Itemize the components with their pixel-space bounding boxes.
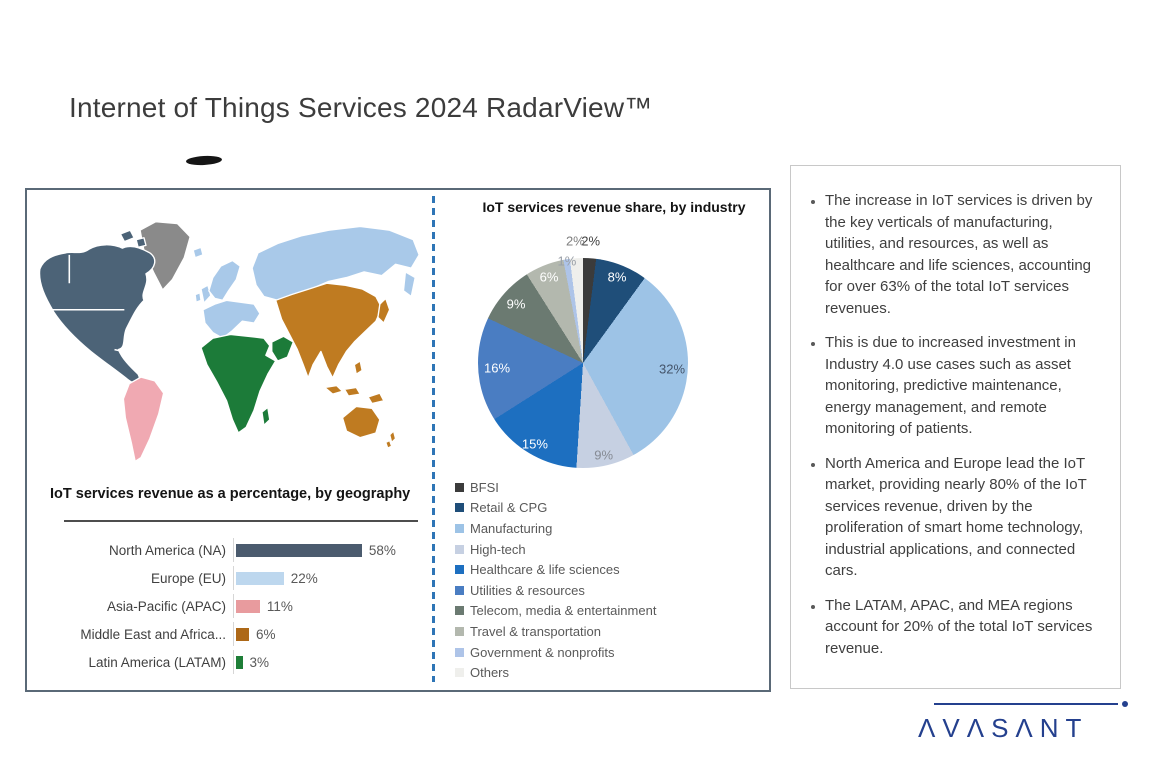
logo-line-row: [934, 701, 1128, 707]
logo-dot: [1122, 701, 1128, 707]
pie-slice-label: 2%: [565, 233, 585, 249]
map-region-madagascar: [262, 407, 270, 425]
insight-bullet: • The LATAM, APAC, and MEA regions account for 20% of the total IoT services revenue.: [825, 595, 1106, 660]
map-region-japan: [378, 298, 390, 323]
legend-item: [455, 642, 656, 663]
bar-category-label: Latin America (LATAM): [88, 654, 226, 670]
map-region-europe: [203, 300, 260, 338]
legend-swatch-icon: [455, 524, 464, 533]
insight-bullet: • The increase in IoT services is driven by the key verticals of manufacturing, utilities, and resources, as well as healthcare and life sciences, accounting for over 63% of the total IoT services revenues.: [825, 190, 1106, 319]
legend-swatch-icon: [455, 627, 464, 636]
pie-slice-label: 2%: [581, 233, 601, 249]
insight-bullet: • North America and Europe lead the IoT market, providing nearly 80% of the IoT services revenue, driven by the proliferation of smart home technology, industrial applications, and connected cars.: [825, 453, 1106, 582]
bar-row: [50, 620, 430, 648]
bar: [236, 628, 249, 641]
bar-row: [50, 592, 430, 620]
map-region-kamchatka: [403, 272, 415, 297]
cropped-artifact: [186, 155, 222, 166]
map-region-asia: [276, 283, 382, 378]
map-region-new-zealand: [386, 431, 396, 448]
bar-category-label: Europe (EU): [150, 570, 226, 586]
legend-item: [455, 498, 656, 519]
pie-slice-label: 9%: [506, 296, 526, 312]
bar-category-label: North America (NA): [108, 542, 226, 558]
bar: [236, 656, 243, 669]
pie-chart: [478, 258, 688, 468]
logo-text: ΛVΛSΛNT: [918, 713, 1089, 743]
industry-legend: [455, 477, 656, 683]
bar-track: [233, 622, 249, 646]
map-region-south-america: [123, 377, 163, 461]
bar-row: [50, 648, 430, 676]
geo-bar-chart: [50, 536, 430, 676]
bar-track: [233, 594, 260, 618]
bar-track: [233, 650, 243, 674]
pie-slice-label: 15%: [521, 436, 548, 452]
legend-swatch-icon: [455, 483, 464, 492]
bar-value-label: 11%: [266, 598, 293, 614]
legend-label: Utilities & resources: [470, 582, 585, 598]
logo-line: [934, 703, 1118, 705]
pie-slice-label: 32%: [659, 361, 686, 377]
legend-label: Travel & transportation: [470, 623, 602, 639]
legend-label: Telecom, media & entertainment: [470, 603, 657, 619]
bar: [236, 544, 362, 557]
legend-label: Manufacturing: [470, 520, 553, 536]
pie-slice-label: 6%: [539, 269, 559, 285]
legend-swatch-icon: [455, 606, 464, 615]
map-region-iceland: [193, 247, 203, 257]
legend-swatch-icon: [455, 565, 464, 574]
legend-label: Others: [470, 665, 510, 681]
bar-track: [233, 566, 284, 590]
bar-track: [233, 538, 362, 562]
legend-label: High-tech: [470, 541, 526, 557]
page-title: Internet of Things Services 2024 RadarView™: [69, 92, 653, 123]
insight-bullet: • This is due to increased investment in Industry 4.0 use cases such as asset monitoring, predictive maintenance, energy management, and remote monitoring of patients.: [825, 332, 1106, 440]
legend-item: [455, 477, 656, 498]
insights-list: [807, 190, 1106, 659]
pie-slice-label: 8%: [607, 269, 627, 285]
map-region-philippines: [354, 361, 362, 374]
pie-slice-label: 1%: [557, 253, 577, 269]
map-region-arabia: [272, 336, 294, 361]
legend-label: Government & nonprofits: [470, 644, 615, 660]
legend-label: Healthcare & life sciences: [470, 562, 620, 578]
infographic-panel: [25, 188, 771, 692]
bar-value-label: 6%: [256, 626, 276, 642]
pie-slice-label: 16%: [484, 360, 511, 376]
legend-swatch-icon: [455, 545, 464, 554]
bar-category-label: Asia-Pacific (APAC): [106, 598, 226, 614]
bar-value-label: 58%: [368, 542, 396, 558]
bar-category-label: Middle East and Africa...: [80, 626, 226, 642]
bar-row: [50, 536, 430, 564]
bar-value-label: 3%: [249, 654, 270, 670]
dashed-divider: [432, 196, 435, 682]
legend-swatch-icon: [455, 668, 464, 677]
legend-label: Retail & CPG: [470, 500, 548, 516]
world-map: [30, 198, 428, 468]
map-region-uk: [195, 285, 211, 303]
insights-panel: [790, 165, 1121, 689]
legend-item: [455, 539, 656, 560]
legend-swatch-icon: [455, 648, 464, 657]
bar: [236, 572, 284, 585]
legend-swatch-icon: [455, 503, 464, 512]
pie-slice-label: 9%: [594, 447, 614, 463]
bar: [236, 600, 260, 613]
map-region-north-america: [40, 245, 155, 383]
legend-label: BFSI: [470, 479, 499, 495]
geo-chart-title: IoT services revenue as a percentage, by geography: [50, 486, 411, 502]
legend-item: [455, 559, 656, 580]
legend-item: [455, 601, 656, 622]
avasant-logo: [918, 701, 1128, 744]
map-region-scandinavia: [209, 261, 240, 301]
bar-row: [50, 564, 430, 592]
legend-item: [455, 662, 656, 683]
geo-chart-rule: [64, 520, 418, 522]
legend-item: [455, 621, 656, 642]
bar-value-label: 22%: [290, 570, 318, 586]
legend-item: [455, 580, 656, 601]
legend-swatch-icon: [455, 586, 464, 595]
map-region-australia: [343, 406, 380, 437]
map-region-indonesia: [325, 386, 384, 404]
legend-item: [455, 518, 656, 539]
industry-chart-title: IoT services revenue share, by industry: [482, 199, 746, 215]
